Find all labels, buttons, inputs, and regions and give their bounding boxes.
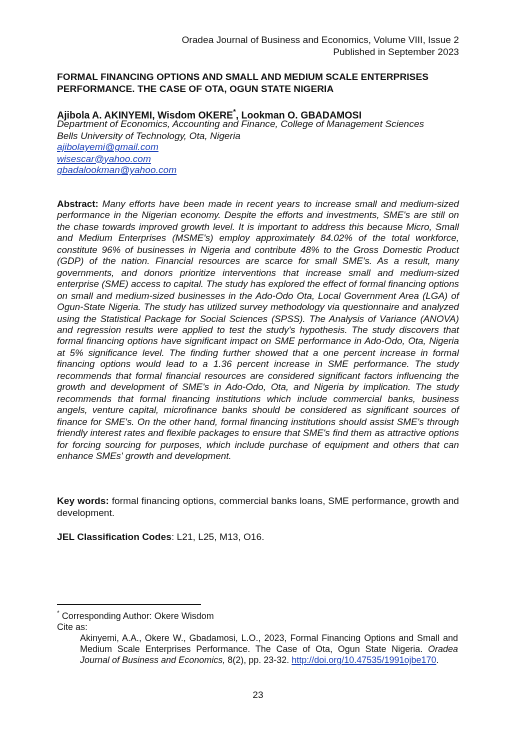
paper-title: FORMAL FINANCING OPTIONS AND SMALL AND MEDIUM SCALE ENTERPRISES PERFORMANCE. THE CASE OF OTA, OGUN STATE NIGERIA	[57, 72, 429, 95]
citation	[80, 633, 458, 666]
footnote	[57, 609, 214, 633]
department: Department of Economics, Accounting and Finance, College of Management Sciences	[57, 119, 425, 130]
citation-text: Akinyemi, A.A., Okere W., Gbadamosi, L.O., 2023, Formal Financing Options and Small and Medium Scale Enterprises Performance. The Case of Ota, Ogun State Nigeria.	[80, 633, 458, 654]
keywords-label: Key words:	[57, 496, 109, 507]
email-link[interactable]: gbadalookman@yahoo.com	[57, 165, 177, 176]
journal-line: Oradea Journal of Business and Economics, Volume VIII, Issue 2	[181, 35, 459, 46]
footnote-text: Corresponding Author: Okere Wisdom	[61, 611, 214, 621]
jel-label: JEL Classification Codes	[57, 532, 172, 543]
abstract-text: Many efforts have been made in recent years to increase small and medium-sized performance in the Nigerian economy. Despite the efforts and investments, SME's are still on the chase towards improved growth level. It is important to address this because Micro, Small and Medium Enterprises (MSME's) employ approximately 84.02% of the total workforce, constitute 96% of businesses in Nigeria and contribute 48% to the Gross Domestic Product (GDP) of the nation. Financial resources are scarce for small SME's. As a result, many governments, and donors prioritize interventions that increase small and medium-sized enterprise (SME) access to capital. The study has explored the effect of formal financing options on small and medium-sized businesses in the Ado-Odo Ota, Local Government Area (LGA) of Ogun-State Nigeria. The study has utilized survey methodology via questionnaire and analyzed using the Statistical Package for Social Sciences (SPSS). The Analysis of Variance (ANOVA) and regression results were applied to test the study's hypothesis. The study discovers that formal financing options have significant impact on SME performance in Ado-Odo, Ota, Nigeria at 5% significance level. The finding further showed that a one percent increase in formal financing options would lead to a 1.36 percent increase in SME performance. The study recommends that formal financial resources are considered significant factors influencing the growth and development of SME's in Ado-Odo, Ota, and Nigeria by implication. The study recommends that formal financing institutions which include commercial banks, business angels, venture capital, microfinance banks should be considered as significant sources of finance for SME's. On the other hand, formal financing institutions should assist SME's through friendly interest rates and flexible packages to ensure that SME's find them as attractive options for forcing sourcing for purposes, which include purchase of equipment and others that can enhance SMEs' growth and development.	[57, 199, 459, 462]
keywords-text: formal financing options, commercial banks loans, SME performance, growth and development.	[57, 496, 459, 519]
footnote-marker: *	[57, 611, 60, 617]
footnote-rule	[57, 604, 201, 605]
citation-journal: Oradea Journal of Business and Economics,	[80, 643, 458, 665]
authors-rest: , Lookman O. GBADAMOSI	[235, 110, 362, 122]
citation-end: .	[436, 654, 439, 665]
affiliation	[57, 119, 424, 177]
email-link[interactable]: wisescar@yahoo.com	[57, 153, 151, 165]
corresponding-marker: *	[233, 109, 236, 116]
page-number: 23	[252, 690, 264, 701]
citation-volume: 8(2), pp. 23-32.	[225, 654, 292, 665]
running-head	[182, 35, 459, 58]
authors-first: Ajibola A. AKINYEMI, Wisdom OKERE	[57, 110, 234, 122]
published-line: Published in September 2023	[333, 46, 459, 58]
jel-codes	[57, 532, 264, 544]
abstract-label: Abstract:	[57, 199, 99, 210]
keywords	[57, 496, 459, 519]
jel-text: : L21, L25, M13, O16.	[171, 532, 265, 543]
abstract	[57, 199, 459, 462]
email-link[interactable]: ajibolayemi@gmail.com	[57, 142, 159, 153]
doi-link[interactable]: http://doi.org/10.47535/1991ojbe170	[291, 654, 437, 665]
cite-label: Cite as:	[57, 621, 88, 632]
university: Bells University of Technology, Ota, Nigeria	[57, 130, 241, 142]
